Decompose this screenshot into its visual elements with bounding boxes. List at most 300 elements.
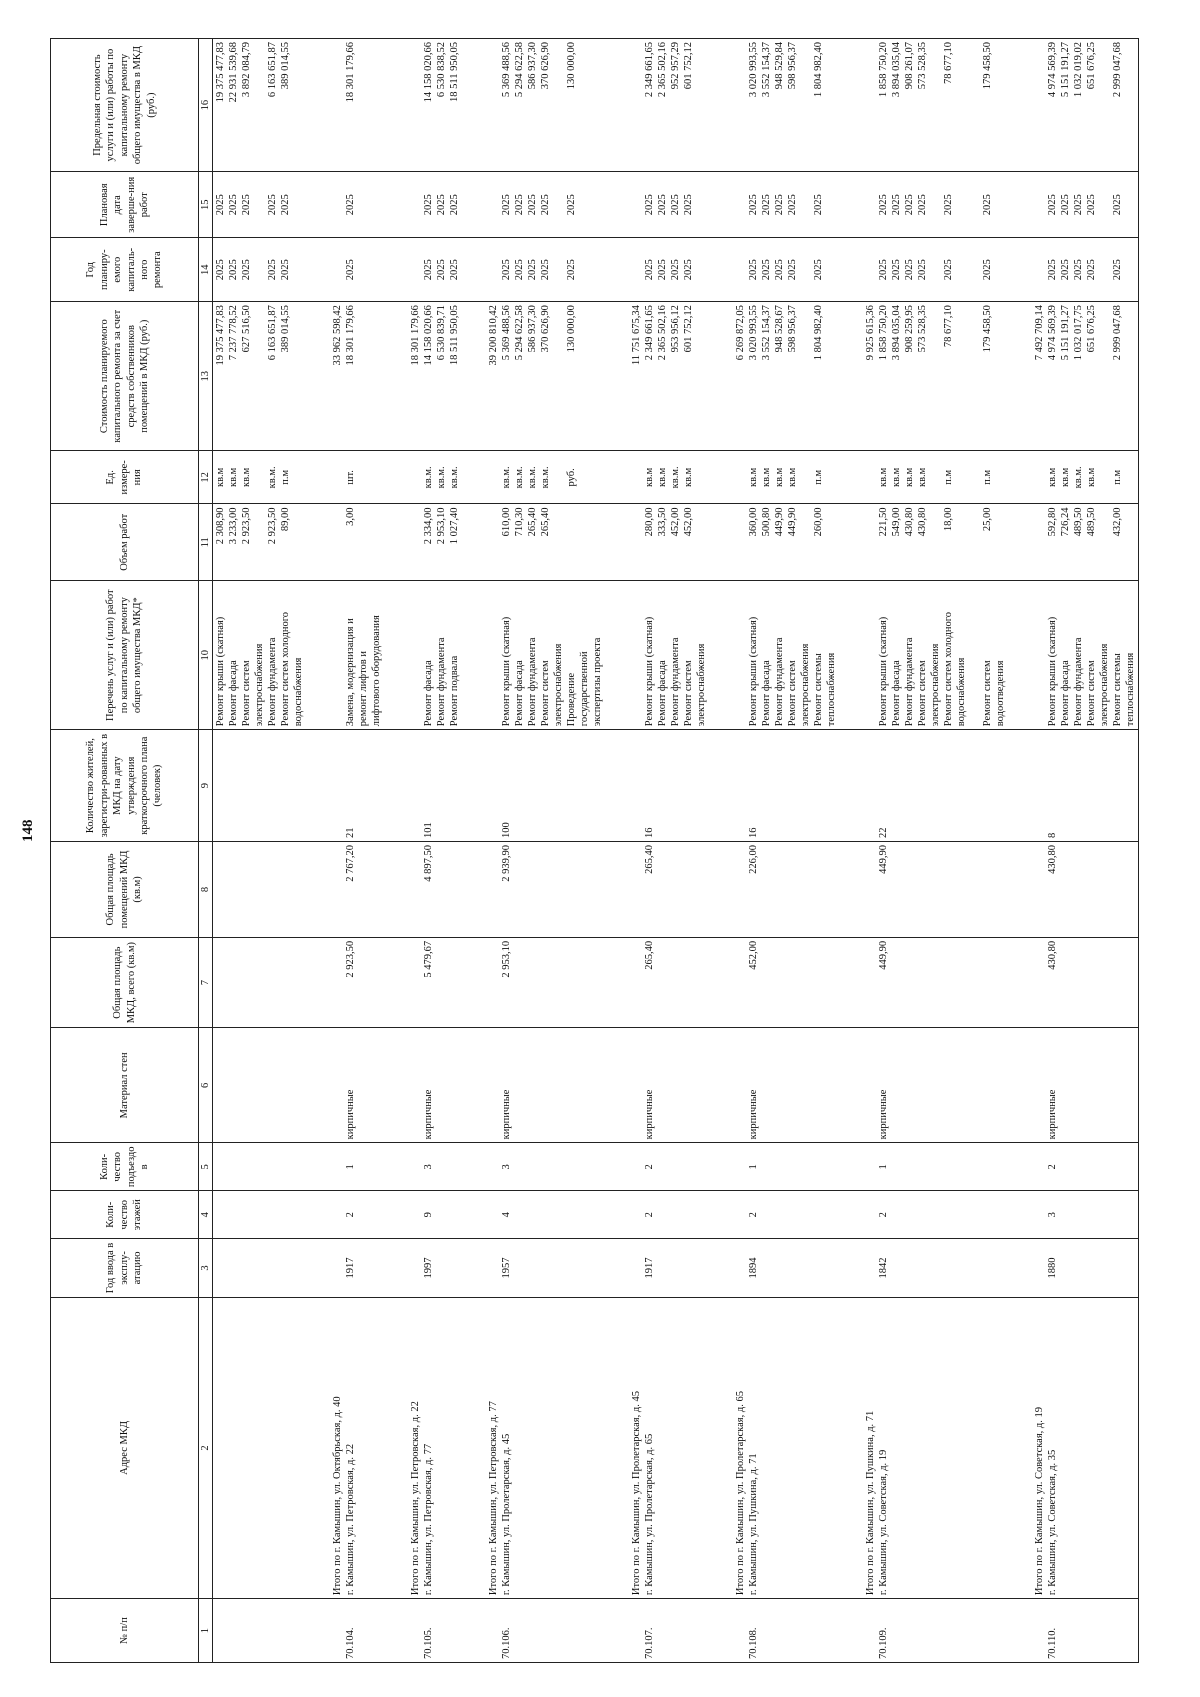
volume-cell (799, 507, 812, 577)
spacer-line (773, 1242, 786, 1294)
spacer-line (305, 42, 318, 168)
repair-year-cell: 2025 (917, 259, 929, 281)
spacer-line (383, 1031, 396, 1139)
spacer-line (851, 1146, 864, 1187)
spacer-line (539, 1146, 552, 1187)
address: г. Камышин, ул. Петровская, д. 22 (345, 1443, 357, 1596)
spacer-line (240, 1031, 253, 1139)
end-date-cell (968, 175, 981, 234)
spacer-line (1033, 1146, 1046, 1187)
spacer-line (955, 733, 968, 838)
spacer-line (1033, 1194, 1046, 1235)
spacer-line (1111, 1242, 1124, 1294)
spacer-line (240, 1146, 253, 1187)
spacer-line (851, 175, 864, 234)
spacer-line (591, 241, 604, 298)
spacer-line (617, 305, 630, 447)
unit-cell: кв.м. (423, 466, 435, 489)
work-item: Ремонт систем холодного (943, 612, 955, 727)
spacer-line (435, 1301, 448, 1595)
spacer-line (487, 1602, 500, 1659)
spacer-line (604, 1194, 617, 1235)
spacer-line (318, 42, 331, 168)
spacer-line (227, 1602, 240, 1659)
spacer-line (994, 454, 1007, 500)
volume-cell: 3,00 (345, 507, 357, 526)
spacer-line (708, 1146, 721, 1187)
spacer-line (331, 507, 344, 577)
col-total-area (213, 937, 1139, 1028)
unit-cell: кв.м. (436, 466, 448, 489)
spacer-line (292, 845, 305, 934)
spacer-line (903, 1602, 916, 1659)
residents: 8 (1047, 832, 1059, 839)
work-item: Ремонт фасада (657, 660, 669, 727)
floors: 2 (345, 1212, 357, 1218)
spacer-line (409, 1602, 422, 1659)
spacer-line (942, 1194, 955, 1235)
spacer-line (994, 941, 1007, 1025)
spacer-line (461, 1194, 474, 1235)
spacer-line (448, 1301, 461, 1595)
spacer-line (487, 1242, 500, 1294)
spacer-line (591, 42, 604, 168)
spacer-line (708, 42, 721, 168)
spacer-line (357, 241, 370, 298)
spacer-line (630, 241, 643, 298)
spacer-line (864, 454, 877, 500)
residents: 21 (345, 827, 357, 839)
repair-year-cell: 2025 (280, 259, 292, 281)
row-number: 70.110. (1047, 1627, 1059, 1659)
work-item: теплоснабжения (1125, 652, 1137, 727)
column-header: Предельная стоимость услуги и (или) работы по капитальному ремонту общего имущества в МКД (руб.) (51, 39, 199, 172)
spacer-line (669, 845, 682, 934)
spacer-line (578, 1301, 591, 1595)
spacer-line (1085, 1301, 1098, 1595)
spacer-line (929, 1031, 942, 1139)
spacer-line (851, 507, 864, 577)
volume-cell: 430,80 (917, 507, 929, 537)
spacer-line (435, 845, 448, 934)
spacer-line (864, 42, 877, 168)
spacer-line (890, 941, 903, 1025)
spacer-line (630, 1031, 643, 1139)
spacer-line (799, 1031, 812, 1139)
spacer-line (357, 1301, 370, 1595)
spacer-line (864, 845, 877, 934)
cost-cell: 948 528,67 (774, 305, 786, 353)
work-item: Ремонт системы (813, 653, 825, 727)
spacer-line (942, 1602, 955, 1659)
spacer-line (331, 42, 344, 168)
spacer-line (1020, 42, 1033, 168)
work-item: Ремонт фундамента (774, 637, 786, 727)
spacer-line (617, 507, 630, 577)
spacer-line (461, 1242, 474, 1294)
cost-cell: 6 163 651,87 (267, 305, 279, 361)
spacer-line (604, 584, 617, 726)
repair-year-cell (968, 241, 981, 298)
spacer-line (1111, 1194, 1124, 1235)
spacer-line (370, 305, 383, 447)
repair-year-cell: 2025 (943, 259, 955, 281)
spacer-line (760, 1146, 773, 1187)
spacer-line (656, 1242, 669, 1294)
spacer-line (578, 1146, 591, 1187)
spacer-line (656, 1194, 669, 1235)
spacer-line (1111, 1031, 1124, 1139)
spacer-line (578, 507, 591, 577)
cost-cell: 627 516,50 (241, 305, 253, 353)
spacer-line (760, 845, 773, 934)
spacer-line (318, 1194, 331, 1235)
spacer-line (708, 845, 721, 934)
work-item: теплоснабжения (826, 652, 838, 727)
column-header: Общая площадь МКД, всего (кв.м) (51, 937, 199, 1028)
spacer-line (864, 1242, 877, 1294)
spacer-line (838, 454, 851, 500)
cost-cell: 908 259,95 (904, 305, 916, 353)
spacer-line (409, 584, 422, 726)
cost-cell: 953 956,12 (670, 305, 682, 353)
spacer-line (630, 1146, 643, 1187)
spacer-line (240, 733, 253, 838)
unit-cell: кв.м (748, 467, 760, 488)
spacer-line (786, 1242, 799, 1294)
volume-cell: 452,00 (670, 507, 682, 537)
spacer-line (383, 454, 396, 500)
spacer-line (604, 175, 617, 234)
spacer-line (435, 1194, 448, 1235)
spacer-line (1111, 941, 1124, 1025)
spacer-line (916, 1031, 929, 1139)
spacer-line (279, 1031, 292, 1139)
spacer-line (1098, 1031, 1111, 1139)
col-wall-material (213, 1028, 1139, 1143)
body-row (213, 39, 1139, 1663)
spacer-line (695, 507, 708, 577)
spacer-line (461, 507, 474, 577)
cost-cell (1098, 305, 1111, 447)
limit-cost-cell: 5 369 488,56 (501, 42, 513, 98)
spacer-line (305, 241, 318, 298)
spacer-line (448, 1242, 461, 1294)
spacer-line (1020, 1194, 1033, 1235)
spacer-line (305, 941, 318, 1025)
spacer-line (578, 1242, 591, 1294)
unit-cell (552, 454, 565, 500)
spacer-line (435, 733, 448, 838)
spacer-line (630, 845, 643, 934)
column-number: 3 (199, 1239, 213, 1298)
row-number: 70.108. (748, 1627, 760, 1659)
spacer-line (1072, 733, 1085, 838)
spacer-line (994, 1242, 1007, 1294)
end-date-cell: 2025 (280, 194, 292, 216)
col-floors (213, 1191, 1139, 1239)
spacer-line (357, 1031, 370, 1139)
spacer-line (851, 845, 864, 934)
limit-cost-cell (968, 42, 981, 168)
total-area: 5 479,67 (423, 940, 435, 978)
unit-cell: кв.м (644, 467, 656, 488)
spacer-line (617, 1146, 630, 1187)
spacer-line (721, 1242, 734, 1294)
total-label: Итого по г. Камышин, ул. Петровская, д. 22 (410, 1401, 422, 1596)
spacer-line (786, 941, 799, 1025)
repair-year-cell (929, 241, 942, 298)
unit-cell: кв.м (683, 467, 695, 488)
total-area: 2 953,10 (501, 940, 513, 978)
spacer-line (786, 845, 799, 934)
column-number: 13 (199, 302, 213, 451)
end-date-cell: 2025 (761, 194, 773, 216)
spacer-line (994, 42, 1007, 168)
spacer-line (552, 1146, 565, 1187)
spacer-line (682, 1194, 695, 1235)
volume-cell: 452,00 (683, 507, 695, 537)
column-header: Общая площадь помещений МКД (кв.м) (51, 842, 199, 938)
spacer-line (708, 1602, 721, 1659)
spacer-line (565, 733, 578, 838)
spacer-line (448, 941, 461, 1025)
spacer-line (331, 454, 344, 500)
repair-year-cell (253, 241, 266, 298)
spacer-line (565, 1194, 578, 1235)
spacer-line (552, 1602, 565, 1659)
spacer-line (617, 941, 630, 1025)
volume-cell: 2 923,50 (267, 507, 279, 545)
limit-cost-cell: 389 014,55 (280, 42, 292, 90)
spacer-line (799, 1194, 812, 1235)
spacer-line (825, 941, 838, 1025)
column-number: 14 (199, 238, 213, 302)
spacer-line (994, 1146, 1007, 1187)
spacer-line (591, 1602, 604, 1659)
spacer-line (890, 733, 903, 838)
spacer-line (409, 733, 422, 838)
spacer-line (695, 1242, 708, 1294)
spacer-line (695, 941, 708, 1025)
spacer-line (656, 1031, 669, 1139)
spacer-line (513, 1301, 526, 1595)
cost-cell: 1 032 017,75 (1073, 305, 1085, 361)
spacer-line (578, 941, 591, 1025)
spacer-line (253, 733, 266, 838)
spacer-line (578, 845, 591, 934)
spacer-line (591, 1242, 604, 1294)
spacer-line (721, 584, 734, 726)
volume-cell: 221,50 (878, 507, 890, 537)
spacer-line (1098, 845, 1111, 934)
spacer-line (734, 42, 747, 168)
cost-cell: 1 858 750,20 (878, 305, 890, 361)
end-date-cell: 2025 (813, 194, 825, 216)
spacer-line (487, 175, 500, 234)
volume-cell: 2 923,50 (241, 507, 253, 545)
column-header: № п/п (51, 1599, 199, 1663)
limit-cost-cell: 78 677,10 (943, 42, 955, 84)
limit-cost-cell: 1 032 019,02 (1073, 42, 1085, 98)
volume-cell: 549,00 (891, 507, 903, 537)
spacer-line (396, 845, 409, 934)
spacer-line (565, 1146, 578, 1187)
spacer-line (916, 1602, 929, 1659)
repair-year-cell: 2025 (644, 259, 656, 281)
work-item: Ремонт фундамента (436, 637, 448, 727)
cost-cell: 1 804 982,40 (813, 305, 825, 361)
column-header: Стоимость планируемого капитального ремонта за счет средств собственников помещений в МКД (руб.) (51, 302, 199, 451)
spacer-line (760, 1602, 773, 1659)
limit-cost-cell (1098, 42, 1111, 168)
limit-cost-cell: 1 858 750,20 (878, 42, 890, 98)
spacer-line (552, 1242, 565, 1294)
spacer-line (1059, 1301, 1072, 1595)
spacer-line (1020, 1301, 1033, 1595)
spacer-line (513, 1242, 526, 1294)
spacer-line (214, 941, 227, 1025)
spacer-line (903, 1301, 916, 1595)
spacer-line (851, 241, 864, 298)
spacer-line (734, 845, 747, 934)
spacer-line (331, 1242, 344, 1294)
work-item: государственной (579, 651, 591, 727)
spacer-line (721, 42, 734, 168)
spacer-line (1059, 941, 1072, 1025)
spacer-line (695, 175, 708, 234)
spacer-line (994, 733, 1007, 838)
spacer-line (786, 733, 799, 838)
spacer-line (617, 241, 630, 298)
spacer-line (734, 1602, 747, 1659)
work-item: Замена, модернизация и (345, 618, 357, 727)
spacer-line (513, 733, 526, 838)
spacer-line (305, 584, 318, 726)
volume-cell: 710,30 (514, 507, 526, 537)
spacer-line (968, 1602, 981, 1659)
spacer-line (1020, 1146, 1033, 1187)
work-item: Ремонт фундамента (267, 637, 279, 727)
repair-year-cell: 2025 (566, 259, 578, 281)
spacer-line (838, 1301, 851, 1595)
spacer-line (968, 1194, 981, 1235)
total-cost: 39 200 810,42 (488, 305, 500, 366)
spacer-line (331, 1602, 344, 1659)
spacer-line (669, 733, 682, 838)
spacer-line (1007, 733, 1020, 838)
limit-cost-cell: 651 676,25 (1086, 42, 1098, 90)
end-date-cell: 2025 (982, 194, 994, 216)
spacer-line (864, 175, 877, 234)
spacer-line (682, 1146, 695, 1187)
spacer-line (1007, 305, 1020, 447)
spacer-line (1033, 241, 1046, 298)
limit-cost-cell: 2 365 502,16 (657, 42, 669, 98)
spacer-line (526, 941, 539, 1025)
spacer-line (630, 454, 643, 500)
spacer-line (448, 1602, 461, 1659)
spacer-line (292, 1194, 305, 1235)
spacer-line (370, 1194, 383, 1235)
work-item: Ремонт фасада (1060, 660, 1072, 727)
repair-year-cell: 2025 (774, 259, 786, 281)
spacer-line (851, 941, 864, 1025)
spacer-line (474, 1602, 487, 1659)
spacer-line (981, 1242, 994, 1294)
spacer-line (617, 733, 630, 838)
spacer-line (812, 1031, 825, 1139)
spacer-line (994, 305, 1007, 447)
spacer-line (903, 733, 916, 838)
column-number: 4 (199, 1191, 213, 1239)
unit-cell: кв.м (215, 467, 227, 488)
work-item: Ремонт крыши (скатная) (1047, 616, 1059, 727)
spacer-line (1007, 584, 1020, 726)
spacer-line (357, 175, 370, 234)
spacer-line (955, 1301, 968, 1595)
spacer-line (981, 1031, 994, 1139)
spacer-line (474, 1146, 487, 1187)
spacer-line (695, 454, 708, 500)
total-area: 452,00 (748, 940, 760, 970)
spacer-line (227, 1301, 240, 1595)
spacer-line (383, 1194, 396, 1235)
spacer-line (851, 1194, 864, 1235)
spacer-line (266, 1602, 279, 1659)
spacer-line (305, 175, 318, 234)
total-area: 430,80 (1047, 940, 1059, 970)
spacer-line (396, 1031, 409, 1139)
work-item: Проведение (566, 672, 578, 727)
work-item: Ремонт фундамента (1073, 637, 1085, 727)
spacer-line (266, 1194, 279, 1235)
spacer-line (240, 941, 253, 1025)
spacer-line (955, 1602, 968, 1659)
spacer-line (565, 1602, 578, 1659)
spacer-line (695, 1602, 708, 1659)
spacer-line (318, 241, 331, 298)
spacer-line (929, 845, 942, 934)
spacer-line (1033, 42, 1046, 168)
spacer-line (474, 42, 487, 168)
spacer-line (851, 1242, 864, 1294)
cost-cell: 2 999 047,68 (1112, 305, 1124, 361)
spacer-line (383, 1602, 396, 1659)
spacer-line (942, 733, 955, 838)
volume-cell (955, 507, 968, 577)
repair-year-cell: 2025 (683, 259, 695, 281)
spacer-line (864, 507, 877, 577)
repair-year-cell: 2025 (904, 259, 916, 281)
volume-cell: 280,00 (644, 507, 656, 537)
cost-cell: 18 511 950,05 (449, 305, 461, 366)
spacer-line (604, 241, 617, 298)
spacer-line (786, 1146, 799, 1187)
spacer-line (812, 1301, 825, 1595)
spacer-line (1007, 1194, 1020, 1235)
spacer-line (240, 1242, 253, 1294)
cost-cell (955, 305, 968, 447)
spacer-line (1059, 1242, 1072, 1294)
spacer-line (1124, 454, 1137, 500)
cost-cell (968, 305, 981, 447)
spacer-line (734, 1031, 747, 1139)
end-date-cell: 2025 (527, 194, 539, 216)
spacer-line (669, 1194, 682, 1235)
spacer-line (994, 1602, 1007, 1659)
spacer-line (383, 1146, 396, 1187)
